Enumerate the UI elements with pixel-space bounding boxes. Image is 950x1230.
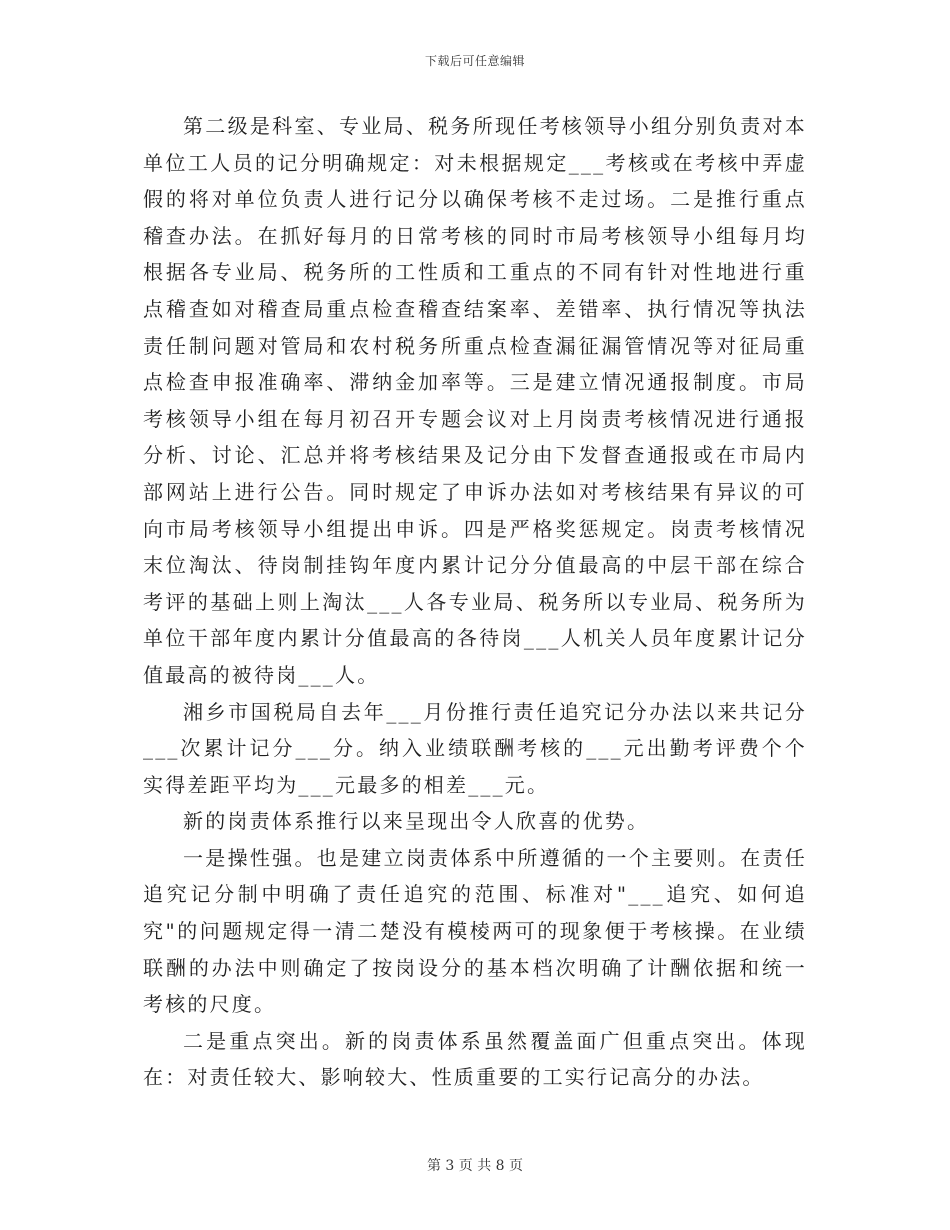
page-number-footer: 第 3 页 共 8 页: [426, 1158, 524, 1174]
paragraph-5: 二是重点突出。新的岗责体系虽然覆盖面广但重点突出。体现在：对责任较大、影响较大、性质重要的工实行记高分的办法。: [143, 1028, 807, 1090]
paragraph-4: 一是操性强。也是建立岗责体系中所遵循的一个主要则。在责任追究记分制中明确了责任追究的范围、标准对"___追究、如何追究"的问题规定得一清二楚没有模棱两可的现象便于考核操。在业绩联酬的办法中则确定了按岗设分的基本档次明确了计酬依据和统一考核的尺度。: [143, 845, 807, 1017]
paragraph-3: 新的岗责体系推行以来呈现出令人欣喜的优势。: [183, 809, 650, 834]
page-header: 下载后可任意编辑: [424, 54, 525, 68]
paragraph-1: 第二级是科室、专业局、税务所现任考核领导小组分别负责对本单位工人员的记分明确规定：对未根据规定___考核或在考核中弄虚假的将对单位负责人进行记分以确保考核不走过场。二是推行重点稽查办法。在抓好每月的日常考核的同时市局考核领导小组每月均根据各专业局、税务所的工性质和工重点的不同有针对性地进行重点稽查如对稽查局重点检查稽查结案率、差错率、执行情况等执法责任制问题对管局和农村税务所重点检查漏征漏管情况等对征局重点检查申报准确率、滞纳金加率等。三是建立情况通报制度。市局考核领导小组在每月初召开专题会议对上月岗责考核情况进行通报分析、讨论、汇总并将考核结果及记分由下发督查通报或在市局内部网站上进行公告。同时规定了申诉办法如对考核结果有异议的可向市局考核领导小组提出申诉。四是严格奖惩规定。岗责考核情况末位淘汰、待岗制挂钩年度内累计记分分值最高的中层干部在综合考评的基础上则上淘汰___人各专业局、税务所以专业局、税务所为单位干部年度内累计分值最高的各待岗___人机关人员年度累计记分值最高的被待岗___人。: [143, 114, 807, 687]
document-body: [143, 108, 807, 1096]
paragraph-2: 湘乡市国税局自去年___月份推行责任追究记分办法以来共记分___次累计记分___分。纳入业绩联酬考核的___元出勤考评费个个实得差距平均为___元最多的相差___元。: [143, 699, 807, 797]
